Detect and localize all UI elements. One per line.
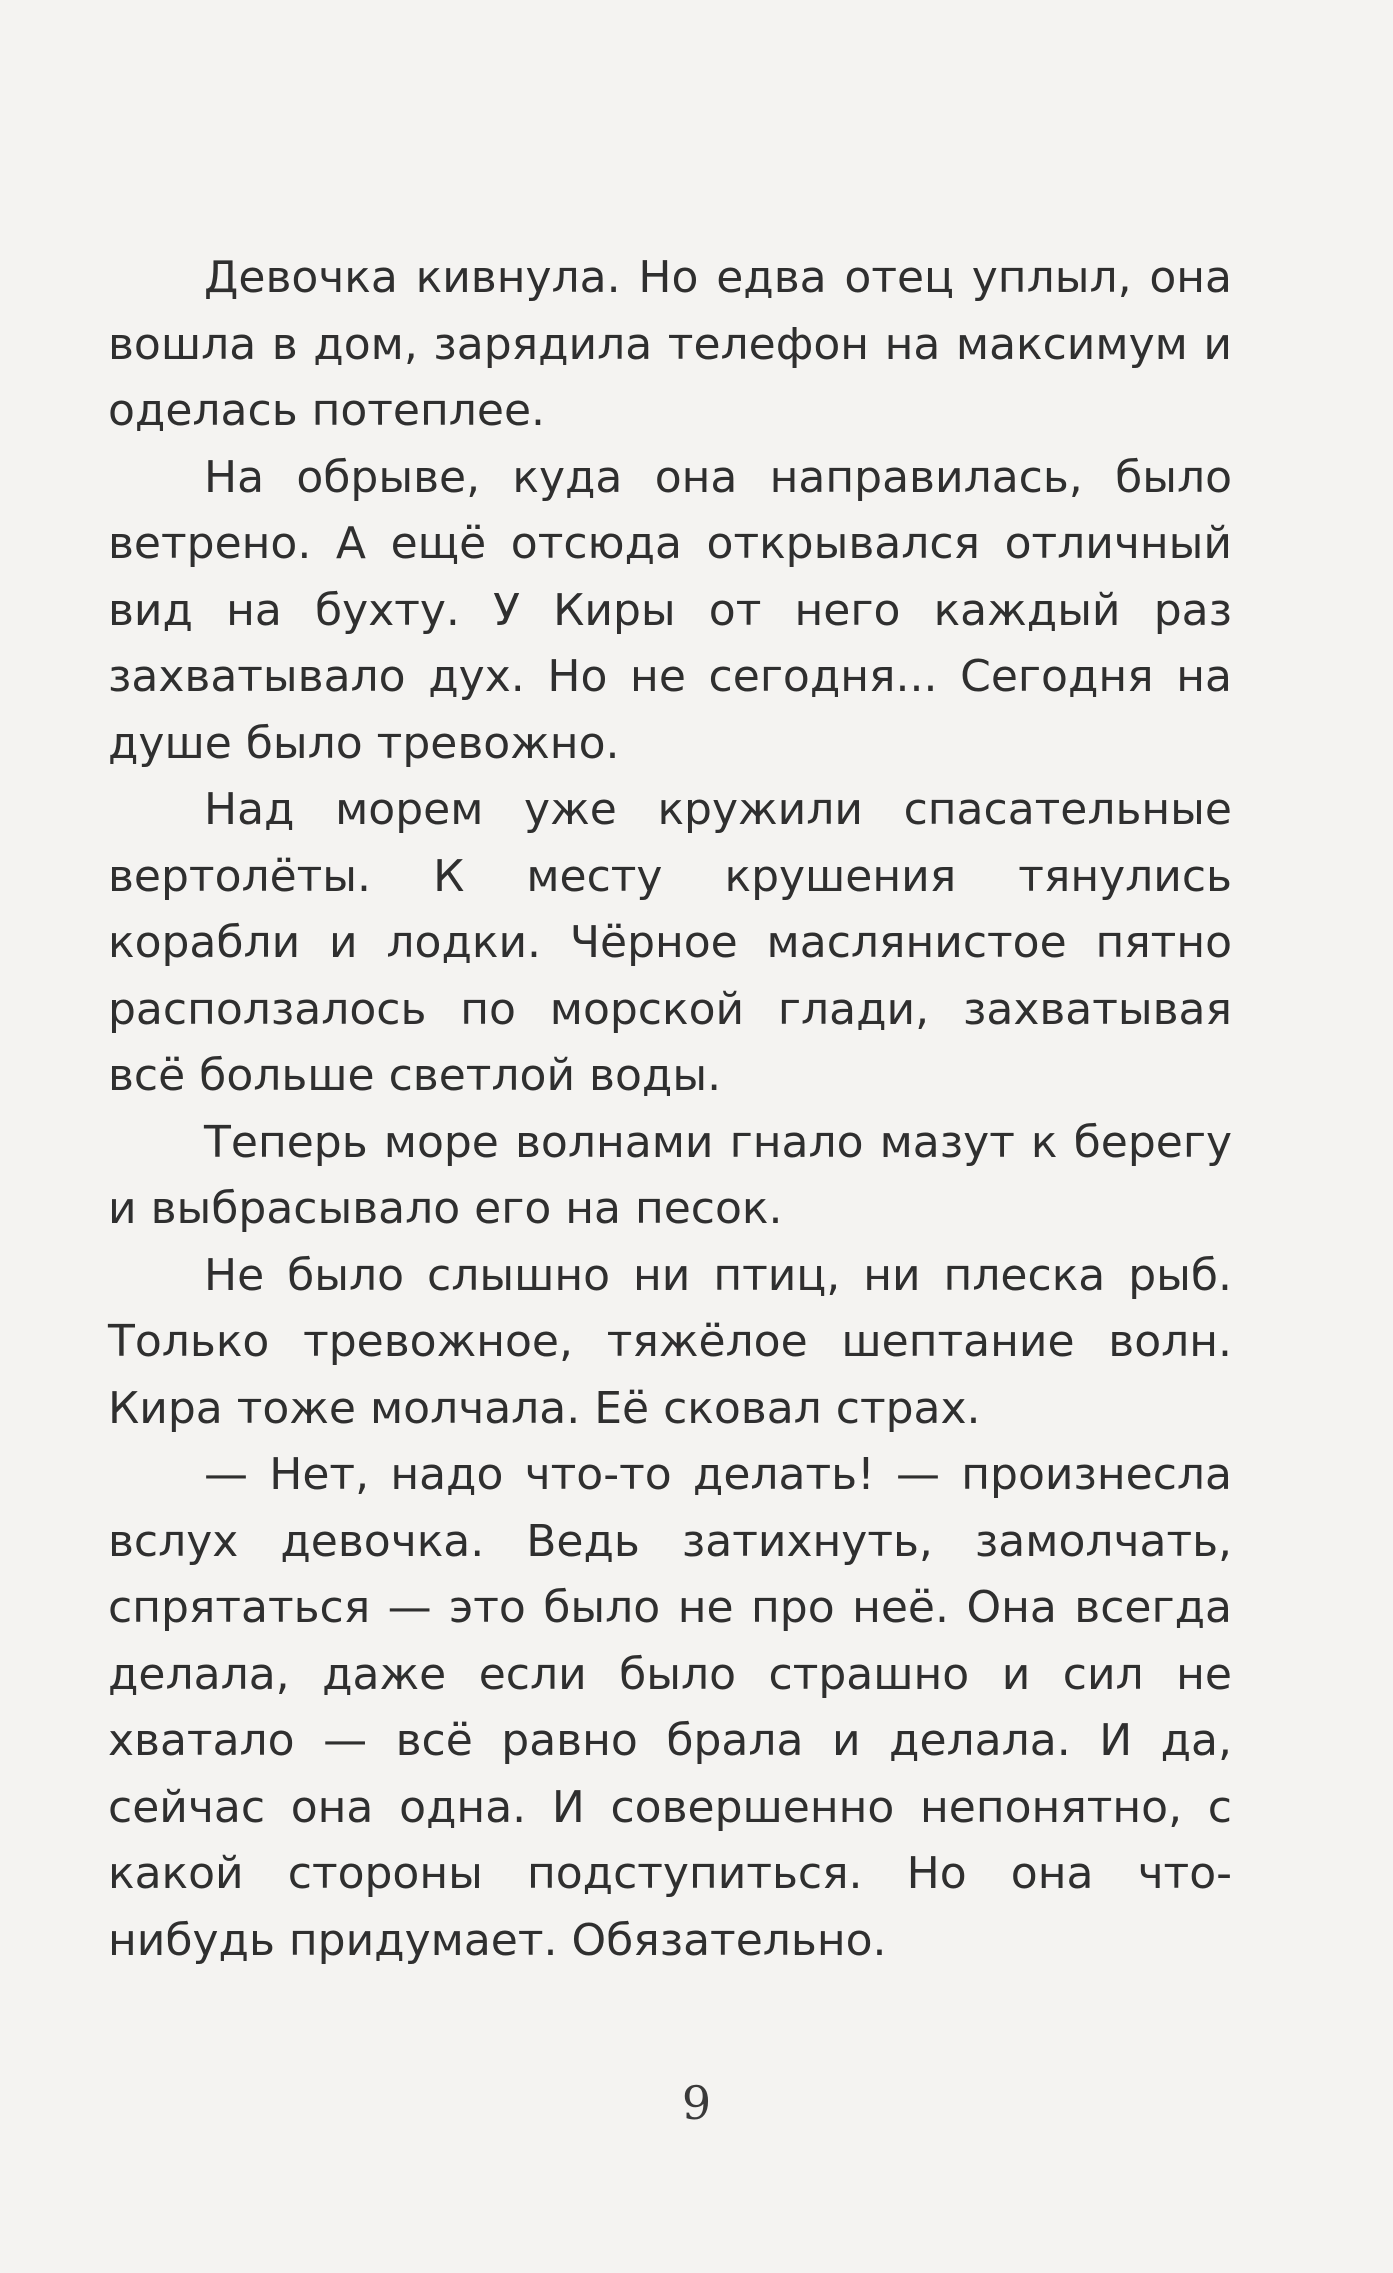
- paragraph: — Нет, надо что-то делать! — произнесла вслух девочка. Ведь затихнуть, замолчать, спрятаться — это было не про неё. Она всегда делала, даже если было страшно и сил не хватало — всё равно брала и делала. И да, сейчас она одна. И совершенно непонятно, с какой стороны подступиться. Но она что-нибудь придумает. Обязательно.: [108, 1449, 1232, 1966]
- body-text: [108, 245, 1232, 1974]
- paragraph: Не было слышно ни птиц, ни плеска рыб. Только тревожное, тяжёлое шептание волн. Кира тоже молчала. Её сковал страх.: [108, 1249, 1232, 1434]
- paragraph: На обрыве, куда она направилась, было ветрено. А ещё отсюда открывался отличный вид на бухту. У Киры от него каждый раз захватывало дух. Но не сегодня... Сегодня на душе было тревожно.: [108, 451, 1232, 769]
- paragraph: Теперь море волнами гнало мазут к берегу и выбрасывало его на песок.: [108, 1116, 1232, 1234]
- paragraph: Над морем уже кружили спасательные вертолёты. К месту крушения тянулись корабли и лодки. Чёрное маслянистое пятно расползалось по морской глади, захватывая всё больше светлой воды.: [108, 784, 1232, 1101]
- page-number: 9: [681, 2076, 712, 2130]
- paragraph: Девочка кивнула. Но едва отец уплыл, она вошла в дом, зарядила телефон на максимум и оделась потеплее.: [108, 252, 1232, 436]
